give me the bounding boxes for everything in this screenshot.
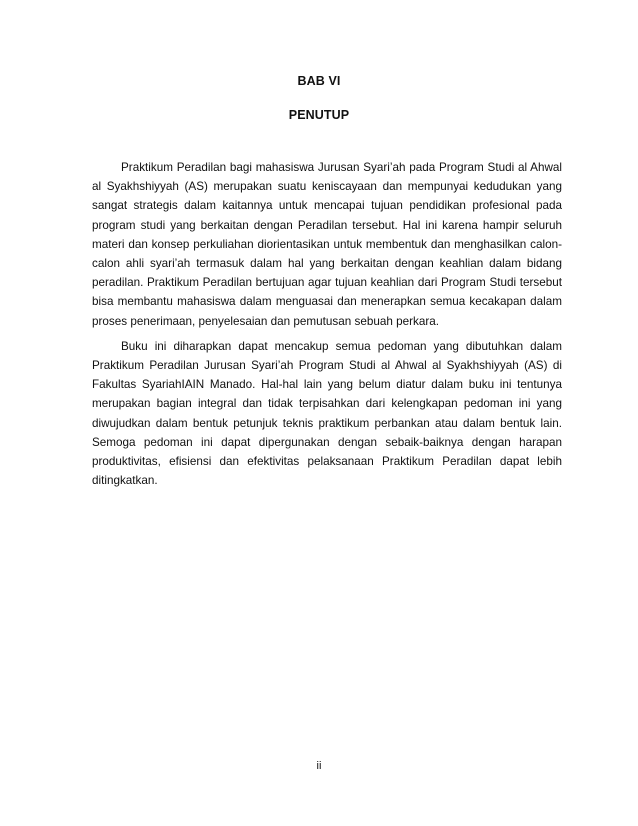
chapter-title: PENUTUP	[288, 108, 350, 122]
body-text	[92, 158, 562, 490]
chapter-label: BAB VI	[297, 74, 341, 88]
page-number: ii	[316, 760, 322, 772]
paragraph-2: Buku ini diharapkan dapat mencakup semua pedoman yang dibutuhkan dalam Praktikum Peradilan Jurusan Syari’ah Program Studi al Ahwal al Syakhshiyyah (AS) di Fakultas SyariahIAIN Manado. Hal-hal lain yang belum diatur dalam buku ini tentunya merupakan bagian integral dan tidak terpisahkan dari kelengkapan pedoman ini yang diwujudkan dalam bentuk petunjuk teknis praktikum perbankan atau dalam bentuk lain. Semoga pedoman ini dapat dipergunakan dengan sebaik-baiknya dengan harapan produktivitas, efisiensi dan efektivitas pelaksanaan Praktikum Peradilan dapat lebih ditingkatkan.	[92, 339, 562, 488]
paragraph-1: Praktikum Peradilan bagi mahasiswa Jurusan Syari’ah pada Program Studi al Ahwal al Syakhshiyyah (AS) merupakan suatu keniscayaan dan mempunyai kedudukan yang sangat strategis dalam kaitannya untuk mencapai tujuan pendidikan profesional pada program studi yang berkaitan dengan Peradilan tersebut. Hal ini karena hampir seluruh materi dan konsep perkuliahan diorientasikan untuk membentuk dan menghasilkan calon-calon ahli syari’ah termasuk dalam hal yang berkaitan dengan keahlian dalam bidang peradilan. Praktikum Peradilan bertujuan agar tujuan keahlian dari Program Studi tersebut bisa membantu mahasiswa dalam menguasai dan menerapkan semua kecakapan dalam proses penerimaan, penyelesaian dan pemutusan sebuah perkara.	[92, 161, 562, 328]
